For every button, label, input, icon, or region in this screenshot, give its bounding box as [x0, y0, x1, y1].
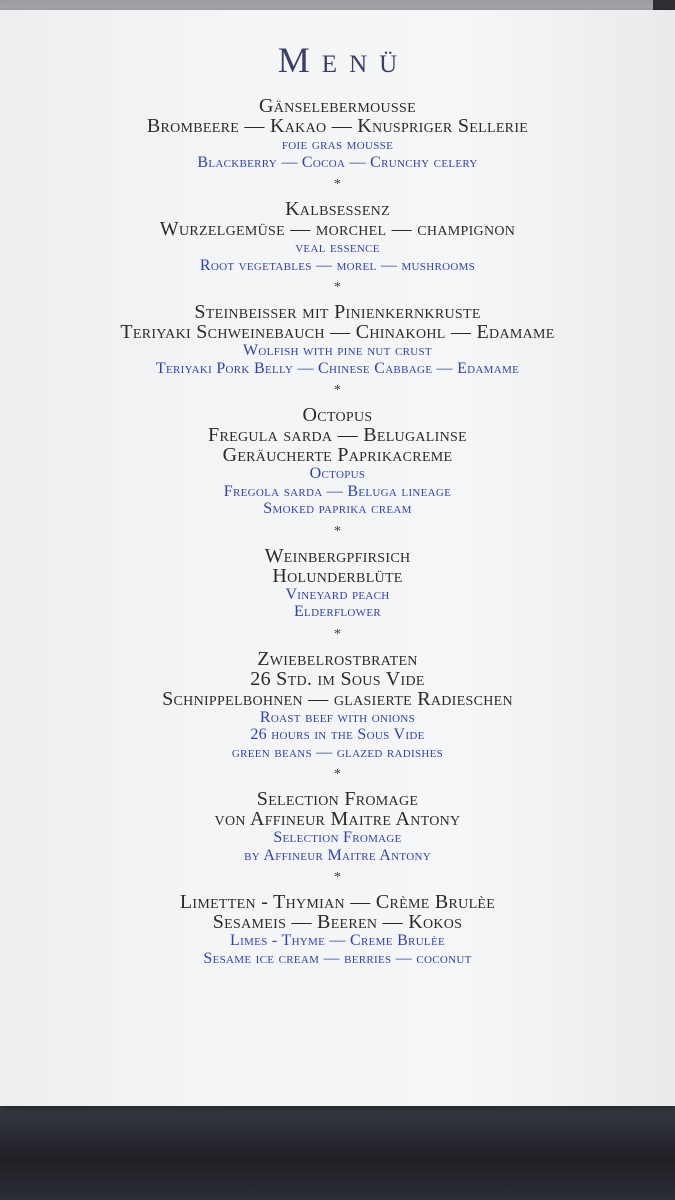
course-separator: * [334, 523, 341, 539]
course-english [0, 136, 675, 171]
german-line: Schnippelbohnen — glasierte Radieschen [162, 687, 513, 710]
course-separator: * [334, 280, 341, 295]
course-separator: * [334, 870, 341, 885]
english-line: Roast beef with onions [259, 708, 416, 726]
english-line: foie gras mousse [281, 136, 394, 153]
english-line: Teriyaki Pork Belly — Chinese Cabbage — Edamame [155, 359, 520, 377]
course-english [0, 829, 675, 864]
course-german [0, 302, 675, 342]
german-line: Zwiebelrostbraten [257, 647, 418, 670]
course-item [0, 892, 675, 967]
course-german [0, 649, 675, 709]
course-separator: * [334, 177, 341, 192]
german-line: von Affineur Maitre Antony [214, 808, 461, 830]
course-german [0, 892, 675, 932]
english-line: green beans — glazed radishes [231, 743, 444, 761]
course-separator: * [334, 383, 341, 398]
german-line: Brombeere — Kakao — Knuspriger Sellerie [146, 115, 529, 137]
course-item [0, 302, 675, 377]
course-english [0, 342, 675, 377]
german-line: Wurzelgemüse — morchel — champignon [159, 218, 516, 240]
course-item [0, 199, 675, 274]
menu-title: Menü [277, 40, 410, 80]
german-line: 26 Std. im Sous Vide [250, 667, 425, 690]
english-line: Smoked paprika cream [263, 500, 412, 517]
english-line: Root vegetables — morel — mushrooms [199, 256, 476, 274]
course-english [0, 239, 675, 274]
course-german [0, 546, 675, 586]
course-item [0, 546, 675, 621]
german-line: Steinbeisser mit Pinienkernkruste [194, 301, 481, 323]
english-line: Octopus [309, 465, 366, 482]
german-line: Selection Fromage [256, 788, 419, 810]
english-line: Blackberry — Cocoa — Crunchy celery [197, 153, 478, 171]
course-item [0, 405, 675, 518]
english-line: Elderflower [293, 603, 381, 620]
german-line: Limetten - Thymian — Crème Brulèe [179, 891, 496, 913]
course-english [0, 586, 675, 621]
course-item [0, 789, 675, 864]
english-line: Wolfish with pine nut crust [243, 342, 432, 359]
course-separator: * [334, 767, 341, 782]
course-german [0, 405, 675, 465]
menu-content [0, 40, 675, 967]
course-item [0, 96, 675, 171]
course-item [0, 649, 675, 762]
course-list [0, 96, 675, 967]
german-line: Weinbergpfirsich [264, 544, 411, 567]
course-english [0, 465, 675, 518]
course-english [0, 709, 675, 762]
german-line: Teriyaki Schweinebauch — Chinakohl — Edamame [120, 321, 555, 343]
course-english [0, 932, 675, 967]
course-german [0, 199, 675, 239]
english-line: Limes - Thyme — Creme Brulèe [230, 932, 445, 949]
course-german [0, 96, 675, 136]
german-line: Gänselebermousse [259, 95, 416, 117]
german-line: Kalbsessenz [285, 198, 390, 220]
german-line: Geräucherte Paprikacreme [222, 444, 453, 466]
table-surface [0, 1100, 675, 1200]
german-line: Sesameis — Beeren — Kokos [212, 911, 463, 933]
german-line: Fregula sarda — Belugalinse [208, 424, 467, 446]
german-line: Holunderblüte [272, 564, 403, 587]
english-line: Selection Fromage [273, 829, 402, 846]
english-line: by Affineur Maitre Antony [244, 846, 431, 864]
english-line: veal essence [295, 239, 380, 256]
english-line: Vineyard peach [285, 585, 390, 603]
english-line: Sesame ice cream — berries — coconut [203, 949, 472, 967]
english-line: 26 hours in the Sous Vide [250, 726, 425, 743]
course-german [0, 789, 675, 829]
english-line: Fregola sarda — Beluga lineage [223, 482, 452, 500]
german-line: Octopus [302, 404, 373, 426]
course-separator: * [334, 626, 341, 642]
